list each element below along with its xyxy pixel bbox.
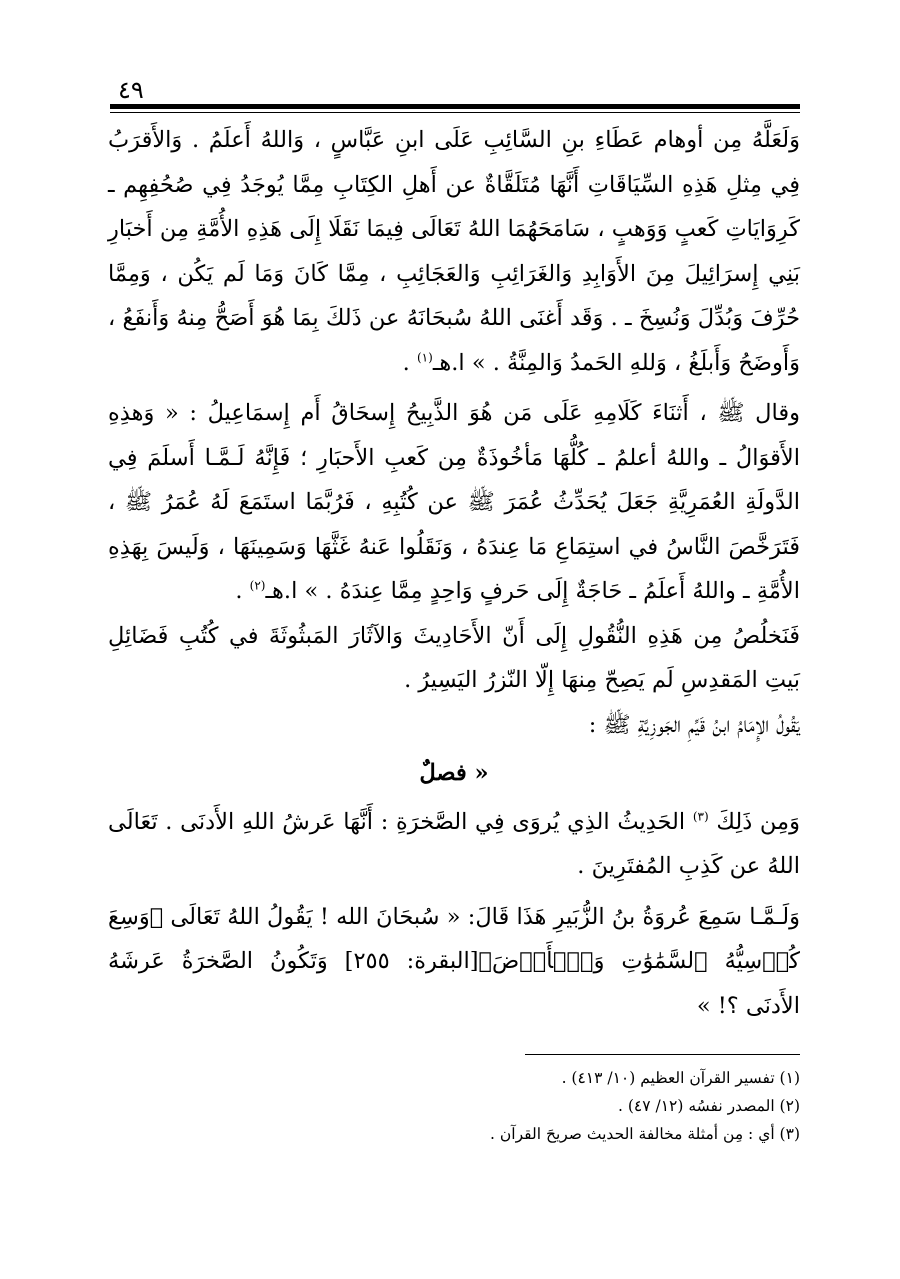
footnote-ref-1[interactable]: (١) bbox=[416, 350, 433, 364]
paragraph-5 bbox=[108, 800, 800, 889]
footnote-ref-3[interactable]: (٣) bbox=[692, 809, 709, 823]
paragraph-1 bbox=[108, 118, 800, 385]
main-text bbox=[108, 118, 800, 1028]
paragraph-3: فَنَخلُصُ مِن هَذِهِ النُّقُولِ إِلَى أَنّ الأَحَادِيثَ وَالآثَارَ المَبثُوثَةَ في كُتُبِ فَضَائِلِ بَيتِ المَقدِسِ لَم يَصِحّ مِنهَا إِلّا النّزرُ اليَسِيرُ . bbox=[108, 622, 800, 693]
paragraph-1-text: وَلَعَلَّهُ مِن أوهام عَطَاءِ بنِ السَّائِبِ عَلَى ابنِ عَبَّاسٍ ، وَاللهُ أَعلَمُ . وَالأَقرَبُ فِي مِثلِ هَذِهِ السِّيَاقَاتِ أَنَّهَا مُتَلَقَّاةٌ عن أَهلِ الكِتَابِ مِمَّا يُوجَدُ فِي صُحُفِهِم ـ كَرِوَايَاتِ كَعبٍ وَوَهبٍ ، سَامَحَهُمَا اللهُ تَعَالَى فِيمَا نَقَلَا إِلَى هَذِهِ الأُمَّةِ مِن أَخبَارِ بَنِي إِسرَائِيلَ مِنَ الأَوَابِدِ وَالغَرَائِبِ وَالعَجَائِبِ ، مِمَّا كَانَ وَمَا لَم يَكُن ، وَمِمَّا حُرِّفَ وَبُدِّلَ وَنُسِخَ ـ . وَقَد أَغنَى اللهُ سُبحَانَهُ عن ذَلكَ بِمَا هُوَ أَصَحُّ مِنهُ وَأَنفَعُ ، وَأَوضَحُ وَأَبلَغُ ، وَللهِ الحَمدُ وَالمِنَّةُ . » ا.هـ bbox=[108, 127, 800, 376]
footnote-separator bbox=[525, 1054, 800, 1055]
paragraph-2-text: وقال ﷺ ، أَثنَاءَ كَلَامِهِ عَلَى مَن هُوَ الذَّبِيحُ إِسحَاقُ أَم إِسمَاعِيلُ : « وَهذِهِ الأَقوَالُ ـ واللهُ أعلمُ ـ كُلُّهَا مَأخُوذَةٌ مِن كَعبِ الأَحبَارِ ؛ فَإِنَّهُ لَـمَّـا أَسلَمَ فِي الدَّولَةِ العُمَرِيَّةِ جَعَلَ يُحَدِّثُ عُمَرَ ﷺ عن كُتُبِهِ ، فَرُبَّمَا استَمَعَ لَهُ عُمَرُ ﷺ ، فَتَرَخَّصَ النَّاسُ في استِمَاعِ مَا عِندَهُ ، وَنَقَلُوا عَنهُ غَثَّهَا وَسَمِينَهَا ، وَلَيسَ بِهَذِهِ الأُمَّةِ ـ واللهُ أَعلَمُ ـ حَاجَةٌ إِلَى حَرفٍ وَاحِدٍ مِمَّا عِندَهُ . » ا.هـ bbox=[108, 400, 800, 604]
paragraph-5-start: وَمِن ذَلِكَ bbox=[716, 808, 800, 835]
header-rule-thin bbox=[110, 112, 800, 113]
footnote-2: (٢) المصدر نفسُه (١٢/ ٤٧) . bbox=[618, 1097, 800, 1115]
header-rule-thick bbox=[110, 104, 800, 109]
paragraph-6: وَلَـمَّـا سَمِعَ عُروَةُ بنُ الزُّبَيرِ هَذَا قَالَ: « سُبحَانَ الله ! يَقُولُ اللهُ تَعَالَى ﴿وَسِعَ كُرۡسِيُّهُ ٱلسَّمَٰوَٰتِ وَٱلۡأَرۡضَ﴾[البقرة: ٢٥٥] وَتَكُونُ الصَّخرَةُ عَرشَهُ الأَدنَى ؟! » bbox=[108, 903, 800, 1019]
section-heading: « فصلٌ bbox=[419, 760, 489, 786]
paragraph-5-rest: الحَدِيثُ الذِي يُروَى فِي الصَّخرَةِ : أَنَّهَا عَرشُ اللهِ الأَدنَى . تَعَالَى اللهُ عن كَذِبِ المُفتَرِينَ . bbox=[108, 808, 800, 879]
paragraph-1-end: . bbox=[402, 349, 417, 376]
footnote-ref-2[interactable]: (٢) bbox=[249, 578, 266, 593]
paragraph-4: يَقُولُ الإِمَامُ ابنُ قَيِّمِ الجَوزِيَّةِ ﷺ : bbox=[588, 711, 800, 738]
page-number: ٤٩ bbox=[118, 76, 144, 104]
footnote-3: (٣) أي : مِن أمثلة مخالفة الحديث صريحَ القرآن . bbox=[490, 1125, 800, 1143]
footnote-1: (١) تفسير القرآن العظيم (١٠/ ٤١٣) . bbox=[561, 1069, 800, 1087]
paragraph-2-end: . bbox=[235, 578, 250, 604]
paragraph-2 bbox=[108, 391, 800, 614]
footnotes bbox=[200, 1064, 800, 1148]
